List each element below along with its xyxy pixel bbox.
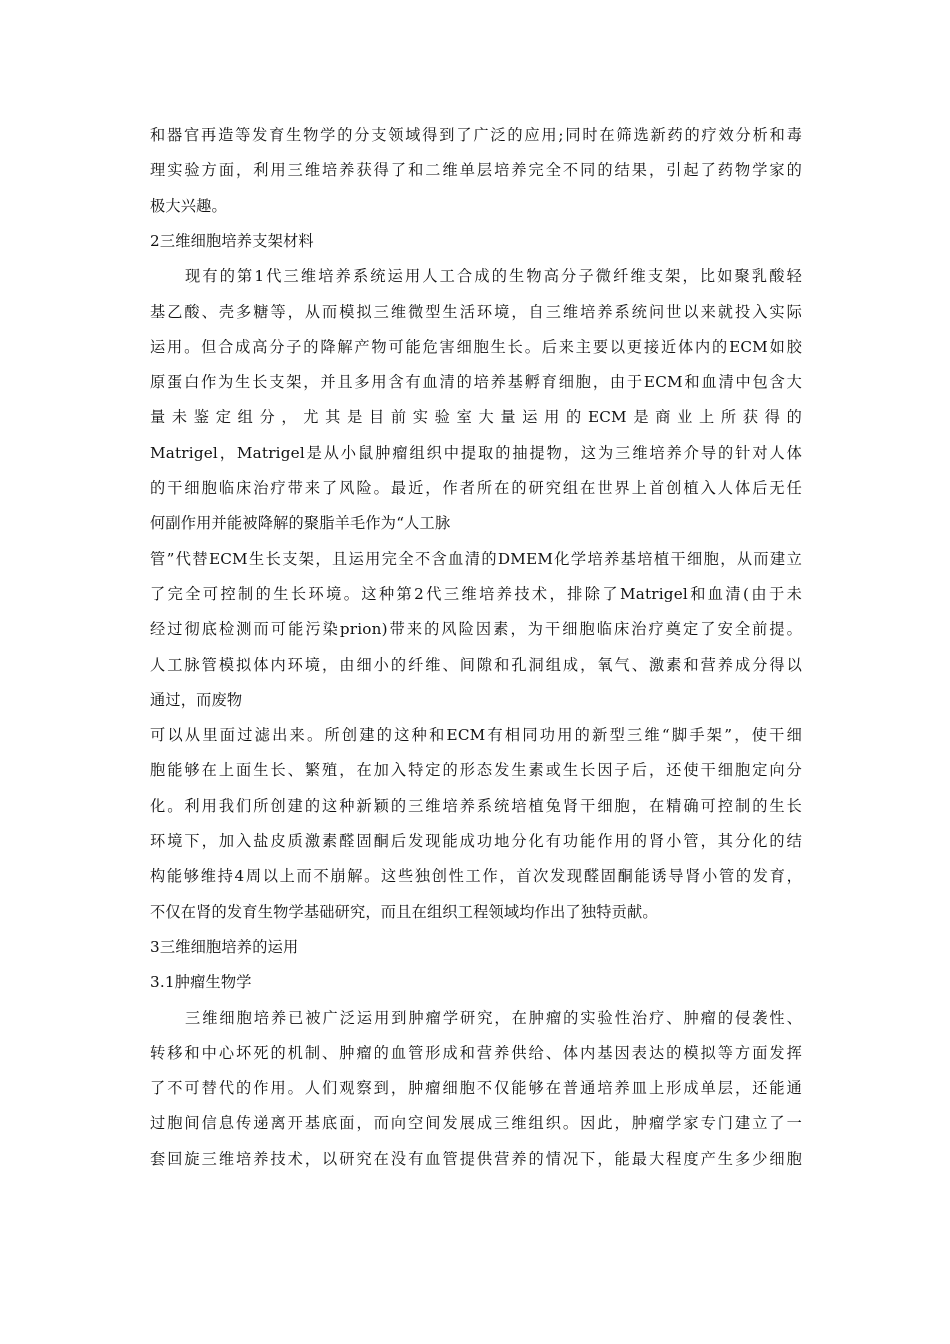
paragraph-line: 管”代替ECM生长支架，且运用完全不含血清的DMEM化学培养基培植干细胞，从而建立	[150, 549, 802, 568]
paragraph-line: 量未鉴定组分，尤其是目前实验室大量运用的ECM是商业上所获得的	[150, 408, 802, 427]
paragraph-line: 基乙酸、壳多糖等，从而模拟三维微型生活环境，自三维培养系统问世以来就投入实际	[150, 302, 802, 321]
paragraph-line: 胞能够在上面生长、繁殖，在加入特定的形态发生素或生长因子后，还使干细胞定向分	[150, 761, 802, 780]
paragraph-line: 套回旋三维培养技术，以研究在没有血管提供营养的情况下，能最大程度产生多少细胞	[150, 1149, 802, 1168]
paragraph-line: 三维细胞培养已被广泛运用到肿瘤学研究，在肿瘤的实验性治疗、肿瘤的侵袭性、	[185, 1008, 802, 1027]
paragraph-line: 构能够维持4周以上而不崩解。这些独创性工作，首次发现醛固酮能诱导肾小管的发育，	[150, 867, 802, 886]
paragraph-line: 原蛋白作为生长支架，并且多用含有血清的培养基孵育细胞，由于ECM和血清中包含大	[150, 373, 802, 392]
paragraph-line: 过胞间信息传递离开基底面，而向空间发展成三维组织。因此，肿瘤学家专门建立了一	[150, 1114, 802, 1133]
paragraph-line: 通过，而废物	[150, 690, 243, 709]
paragraph-line: 人工脉管模拟体内环境，由细小的纤维、间隙和孔洞组成，氧气、激素和营养成分得以	[150, 655, 802, 674]
paragraph-line: 转移和中心坏死的机制、肿瘤的血管形成和营养供给、体内基因表达的模拟等方面发挥	[150, 1043, 802, 1062]
paragraph-line: 的干细胞临床治疗带来了风险。最近，作者所在的研究组在世界上首创植入人体后无任	[150, 479, 802, 497]
paragraph-line: 可以从里面过滤出来。所创建的这种和ECM有相同功用的新型三维“脚手架”，使干细	[150, 726, 802, 745]
paragraph-line: 了不可替代的作用。人们观察到，肿瘤细胞不仅能够在普通培养皿上形成单层，还能通	[150, 1079, 802, 1098]
section-heading: 2三维细胞培养支架材料	[150, 231, 314, 250]
paragraph-line: 极大兴趣。	[150, 196, 227, 215]
paragraph-line: 和器官再造等发育生物学的分支领域得到了广泛的应用;同时在筛选新药的疗效分析和毒	[150, 126, 802, 144]
paragraph-line: 不仅在肾的发育生物学基础研究，而且在组织工程领域均作出了独特贡献。	[150, 902, 658, 921]
paragraph-line: 经过彻底检测而可能污染prion)带来的风险因素，为干细胞临床治疗奠定了安全前提。	[150, 620, 802, 639]
section-heading: 3.1肿瘤生物学	[150, 973, 252, 992]
paragraph-line: 化。利用我们所创建的这种新颖的三维培养系统培植兔肾干细胞，在精确可控制的生长	[150, 796, 802, 815]
paragraph-line: 现有的第1代三维培养系统运用人工合成的生物高分子微纤维支架，比如聚乳酸轻	[185, 267, 802, 286]
section-heading: 3三维细胞培养的运用	[150, 937, 299, 956]
paragraph-line: Matrigel，Matrigel是从小鼠肿瘤组织中提取的抽提物，这为三维培养介导的针对人体	[150, 443, 802, 462]
paragraph-line: 理实验方面，利用三维培养获得了和二维单层培养完全不同的结果，引起了药物学家的	[150, 161, 802, 180]
paragraph-line: 何副作用并能被降解的聚脂羊毛作为“人工脉	[150, 514, 451, 533]
paragraph-line: 了完全可控制的生长环境。这种第2代三维培养技术，排除了Matrigel和血清(由于未	[150, 584, 802, 603]
paragraph-line: 运用。但合成高分子的降解产物可能危害细胞生长。后来主要以更接近体内的ECM如胶	[150, 337, 802, 356]
paragraph-line: 环境下，加入盐皮质激素醛固酮后发现能成功地分化有功能作用的肾小管，其分化的结	[150, 832, 802, 850]
